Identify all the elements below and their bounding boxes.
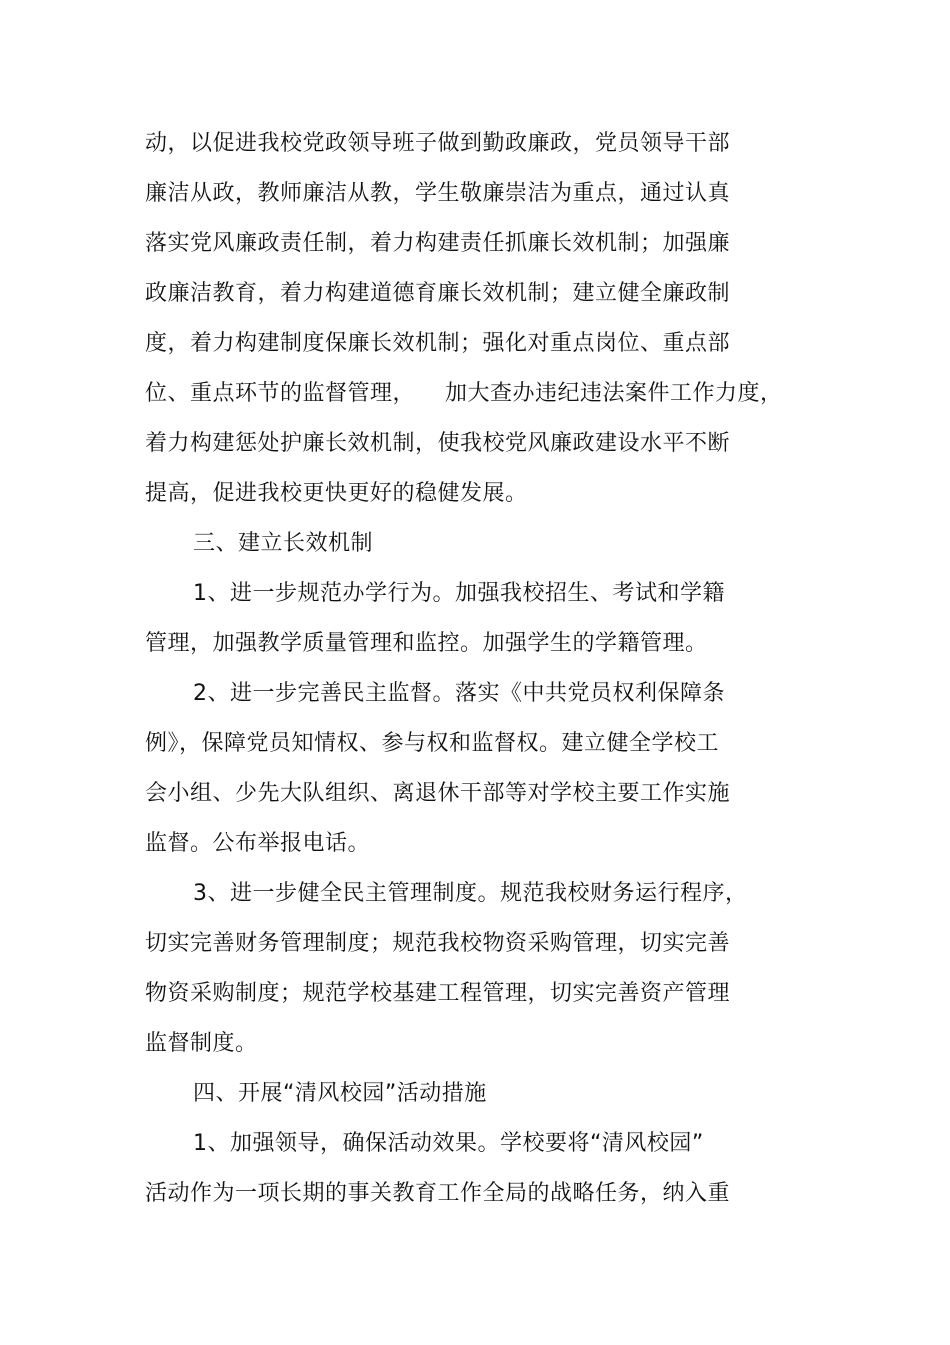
paragraph-line: 2、进一步完善民主监督。落实《中共党员权利保障条 [193, 681, 725, 706]
paragraph-line: 落实党风廉政责任制，着力构建责任抓廉长效机制；加强廉 [145, 231, 731, 256]
paragraph-line: 位、重点环节的监督管理， 加大查办违纪违法案件工作力度， [145, 381, 783, 406]
section-heading: 四、开展“清风校园”活动措施 [193, 1081, 487, 1106]
paragraph-line: 提高，促进我校更快更好的稳健发展。 [145, 481, 528, 506]
paragraph-line: 动，以促进我校党政领导班子做到勤政廉政，党员领导干部 [145, 131, 731, 156]
paragraph-line: 切实完善财务管理制度；规范我校物资采购管理，切实完善 [145, 931, 731, 956]
paragraph-line: 1、进一步规范办学行为。加强我校招生、考试和学籍 [193, 581, 725, 606]
paragraph-line: 活动作为一项长期的事关教育工作全局的战略任务，纳入重 [145, 1181, 731, 1206]
paragraph-line: 监督。公布举报电话。 [145, 831, 371, 856]
paragraph-line: 3、进一步健全民主管理制度。规范我校财务运行程序， [193, 881, 748, 906]
paragraph-line: 着力构建惩处护廉长效机制，使我校党风廉政建设水平不断 [145, 431, 731, 456]
paragraph-line: 物资采购制度；规范学校基建工程管理，切实完善资产管理 [145, 981, 731, 1006]
paragraph-line: 政廉洁教育，着力构建道德育廉长效机制；建立健全廉政制 [145, 281, 731, 306]
paragraph-line: 会小组、少先大队组织、离退休干部等对学校主要工作实施 [145, 781, 731, 806]
section-heading: 三、建立长效机制 [193, 531, 374, 556]
paragraph-line: 监督制度。 [145, 1031, 258, 1056]
body-text [145, 119, 785, 1219]
paragraph-line: 管理，加强教学质量管理和监控。加强学生的学籍管理。 [145, 631, 708, 656]
paragraph-line: 1、加强领导，确保活动效果。学校要将“清风校园” [193, 1131, 704, 1156]
paragraph-line: 例》，保障党员知情权、参与权和监督权。建立健全学校工 [145, 731, 720, 756]
paragraph-line: 廉洁从政，教师廉洁从教，学生敬廉崇洁为重点，通过认真 [145, 181, 731, 206]
paragraph-line: 度，着力构建制度保廉长效机制；强化对重点岗位、重点部 [145, 331, 731, 356]
